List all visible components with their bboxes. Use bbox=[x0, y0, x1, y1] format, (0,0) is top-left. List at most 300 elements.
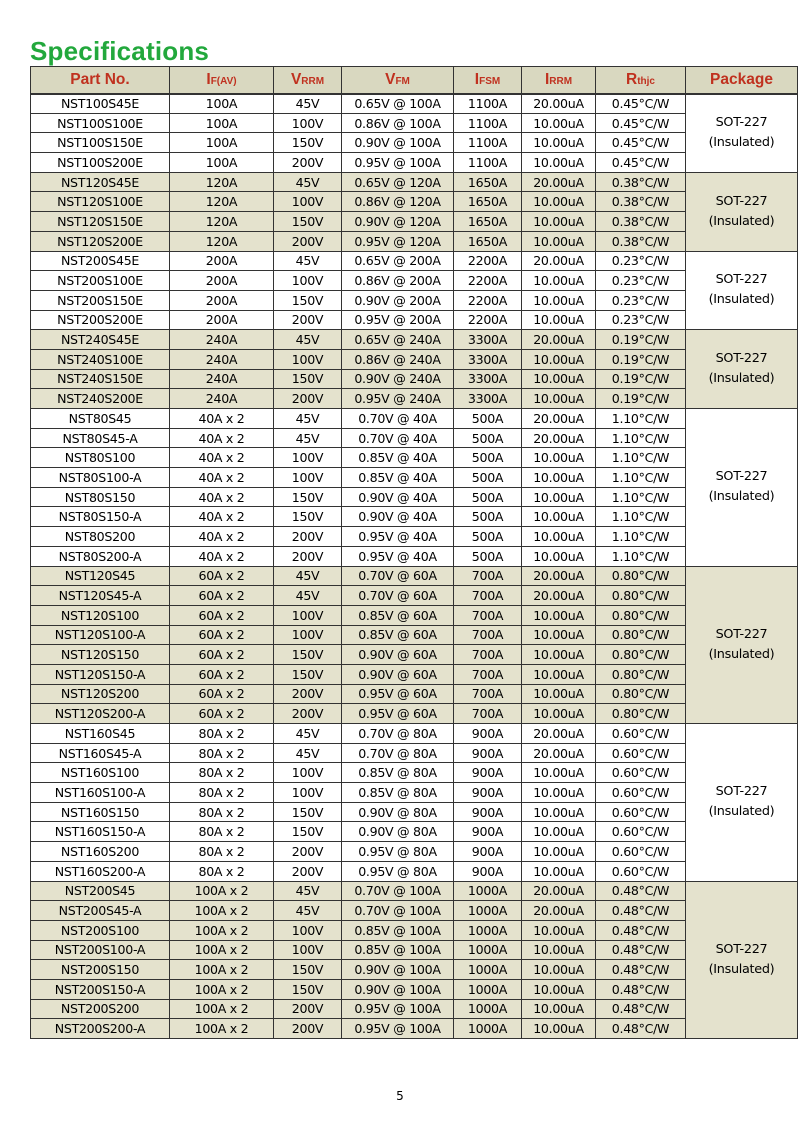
reverse-voltage-cell: 100V bbox=[274, 349, 342, 369]
reverse-current-cell: 10.00uA bbox=[522, 783, 596, 803]
surge-current-cell: 500A bbox=[454, 527, 522, 547]
forward-voltage-cell: 0.90V @ 200A bbox=[342, 290, 454, 310]
reverse-voltage-cell: 150V bbox=[274, 212, 342, 232]
reverse-voltage-cell: 45V bbox=[274, 428, 342, 448]
part-number-cell: NST120S200-A bbox=[31, 704, 170, 724]
reverse-current-cell: 10.00uA bbox=[522, 960, 596, 980]
part-number-cell: NST80S45-A bbox=[31, 428, 170, 448]
surge-current-cell: 500A bbox=[454, 507, 522, 527]
forward-voltage-cell: 0.95V @ 240A bbox=[342, 389, 454, 409]
surge-current-cell: 900A bbox=[454, 724, 522, 744]
reverse-voltage-cell: 200V bbox=[274, 1019, 342, 1039]
package-cell bbox=[686, 94, 798, 173]
thermal-resistance-cell: 0.80°C/W bbox=[596, 684, 686, 704]
forward-current-cell: 40A x 2 bbox=[170, 546, 274, 566]
thermal-resistance-cell: 0.80°C/W bbox=[596, 605, 686, 625]
package-line: SOT-227 bbox=[715, 626, 768, 642]
forward-voltage-cell: 0.90V @ 80A bbox=[342, 802, 454, 822]
part-number-cell: NST200S45 bbox=[31, 881, 170, 901]
reverse-current-cell: 10.00uA bbox=[522, 349, 596, 369]
thermal-resistance-cell: 1.10°C/W bbox=[596, 448, 686, 468]
package-line: SOT-227 bbox=[715, 115, 768, 131]
package-cell bbox=[686, 724, 798, 882]
surge-current-cell: 1100A bbox=[454, 153, 522, 173]
surge-current-cell: 500A bbox=[454, 428, 522, 448]
part-number-cell: NST160S200-A bbox=[31, 861, 170, 881]
page-number: 5 bbox=[396, 1089, 404, 1103]
part-number-cell: NST120S45 bbox=[31, 566, 170, 586]
reverse-voltage-cell: 150V bbox=[274, 664, 342, 684]
table-row bbox=[31, 330, 798, 350]
reverse-current-cell: 10.00uA bbox=[522, 645, 596, 665]
forward-current-cell: 80A x 2 bbox=[170, 783, 274, 803]
forward-current-cell: 100A bbox=[170, 133, 274, 153]
table-row bbox=[31, 409, 798, 429]
surge-current-cell: 1650A bbox=[454, 231, 522, 251]
forward-voltage-cell: 0.65V @ 100A bbox=[342, 94, 454, 114]
thermal-resistance-cell: 1.10°C/W bbox=[596, 507, 686, 527]
package-line: SOT-227 bbox=[715, 193, 768, 209]
reverse-current-cell: 10.00uA bbox=[522, 802, 596, 822]
forward-current-cell: 80A x 2 bbox=[170, 822, 274, 842]
surge-current-cell: 700A bbox=[454, 625, 522, 645]
header-row bbox=[31, 67, 798, 94]
forward-current-cell: 120A bbox=[170, 172, 274, 192]
forward-voltage-cell: 0.70V @ 40A bbox=[342, 409, 454, 429]
header-if-av: IF(AV) bbox=[170, 67, 274, 94]
table-row bbox=[31, 999, 798, 1019]
table-row bbox=[31, 605, 798, 625]
package-line: (Insulated) bbox=[708, 961, 775, 977]
package-line: SOT-227 bbox=[715, 784, 768, 800]
table-row bbox=[31, 231, 798, 251]
thermal-resistance-cell: 1.10°C/W bbox=[596, 468, 686, 488]
forward-current-cell: 80A x 2 bbox=[170, 763, 274, 783]
thermal-resistance-cell: 0.38°C/W bbox=[596, 231, 686, 251]
reverse-current-cell: 10.00uA bbox=[522, 979, 596, 999]
part-number-cell: NST80S200-A bbox=[31, 546, 170, 566]
forward-voltage-cell: 0.86V @ 200A bbox=[342, 271, 454, 291]
reverse-voltage-cell: 200V bbox=[274, 231, 342, 251]
table-row bbox=[31, 349, 798, 369]
reverse-current-cell: 20.00uA bbox=[522, 428, 596, 448]
surge-current-cell: 500A bbox=[454, 448, 522, 468]
thermal-resistance-cell: 0.45°C/W bbox=[596, 94, 686, 114]
part-number-cell: NST200S45E bbox=[31, 251, 170, 271]
reverse-voltage-cell: 200V bbox=[274, 546, 342, 566]
forward-voltage-cell: 0.85V @ 100A bbox=[342, 920, 454, 940]
table-row bbox=[31, 684, 798, 704]
part-number-cell: NST120S200E bbox=[31, 231, 170, 251]
forward-voltage-cell: 0.86V @ 240A bbox=[342, 349, 454, 369]
reverse-current-cell: 10.00uA bbox=[522, 999, 596, 1019]
table-row bbox=[31, 664, 798, 684]
reverse-current-cell: 10.00uA bbox=[522, 448, 596, 468]
forward-current-cell: 100A x 2 bbox=[170, 999, 274, 1019]
reverse-current-cell: 20.00uA bbox=[522, 724, 596, 744]
header-part-no: Part No. bbox=[31, 67, 170, 94]
package-line: SOT-227 bbox=[715, 469, 768, 485]
forward-current-cell: 100A x 2 bbox=[170, 960, 274, 980]
reverse-voltage-cell: 45V bbox=[274, 330, 342, 350]
thermal-resistance-cell: 0.48°C/W bbox=[596, 960, 686, 980]
part-number-cell: NST120S45-A bbox=[31, 586, 170, 606]
reverse-current-cell: 10.00uA bbox=[522, 940, 596, 960]
reverse-voltage-cell: 200V bbox=[274, 704, 342, 724]
reverse-voltage-cell: 100V bbox=[274, 113, 342, 133]
reverse-voltage-cell: 45V bbox=[274, 251, 342, 271]
part-number-cell: NST80S150 bbox=[31, 487, 170, 507]
part-number-cell: NST240S200E bbox=[31, 389, 170, 409]
part-number-cell: NST200S100E bbox=[31, 271, 170, 291]
reverse-voltage-cell: 100V bbox=[274, 271, 342, 291]
forward-current-cell: 100A x 2 bbox=[170, 901, 274, 921]
surge-current-cell: 1100A bbox=[454, 94, 522, 114]
header-irrm: IRRM bbox=[522, 67, 596, 94]
table-row bbox=[31, 94, 798, 114]
forward-current-cell: 240A bbox=[170, 349, 274, 369]
thermal-resistance-cell: 0.45°C/W bbox=[596, 133, 686, 153]
thermal-resistance-cell: 0.23°C/W bbox=[596, 290, 686, 310]
surge-current-cell: 3300A bbox=[454, 369, 522, 389]
reverse-current-cell: 10.00uA bbox=[522, 527, 596, 547]
reverse-voltage-cell: 200V bbox=[274, 389, 342, 409]
table-row bbox=[31, 290, 798, 310]
surge-current-cell: 1000A bbox=[454, 979, 522, 999]
table-row bbox=[31, 743, 798, 763]
part-number-cell: NST200S45-A bbox=[31, 901, 170, 921]
reverse-voltage-cell: 100V bbox=[274, 625, 342, 645]
surge-current-cell: 3300A bbox=[454, 349, 522, 369]
thermal-resistance-cell: 1.10°C/W bbox=[596, 409, 686, 429]
reverse-voltage-cell: 100V bbox=[274, 605, 342, 625]
reverse-current-cell: 10.00uA bbox=[522, 192, 596, 212]
table-row bbox=[31, 468, 798, 488]
surge-current-cell: 500A bbox=[454, 468, 522, 488]
reverse-current-cell: 20.00uA bbox=[522, 881, 596, 901]
table-row bbox=[31, 153, 798, 173]
thermal-resistance-cell: 0.48°C/W bbox=[596, 1019, 686, 1039]
reverse-current-cell: 20.00uA bbox=[522, 172, 596, 192]
thermal-resistance-cell: 0.23°C/W bbox=[596, 310, 686, 330]
package-cell bbox=[686, 566, 798, 724]
reverse-current-cell: 10.00uA bbox=[522, 389, 596, 409]
table-row bbox=[31, 724, 798, 744]
part-number-cell: NST200S150 bbox=[31, 960, 170, 980]
reverse-current-cell: 10.00uA bbox=[522, 468, 596, 488]
reverse-current-cell: 10.00uA bbox=[522, 605, 596, 625]
part-number-cell: NST200S200-A bbox=[31, 1019, 170, 1039]
table-row bbox=[31, 546, 798, 566]
forward-current-cell: 40A x 2 bbox=[170, 448, 274, 468]
part-number-cell: NST80S45 bbox=[31, 409, 170, 429]
reverse-voltage-cell: 100V bbox=[274, 920, 342, 940]
forward-current-cell: 40A x 2 bbox=[170, 468, 274, 488]
table-row bbox=[31, 448, 798, 468]
forward-voltage-cell: 0.95V @ 100A bbox=[342, 1019, 454, 1039]
thermal-resistance-cell: 0.60°C/W bbox=[596, 802, 686, 822]
package-cell bbox=[686, 409, 798, 567]
forward-voltage-cell: 0.90V @ 100A bbox=[342, 133, 454, 153]
forward-current-cell: 40A x 2 bbox=[170, 487, 274, 507]
table-row bbox=[31, 310, 798, 330]
table-row bbox=[31, 940, 798, 960]
reverse-current-cell: 10.00uA bbox=[522, 763, 596, 783]
surge-current-cell: 700A bbox=[454, 586, 522, 606]
forward-current-cell: 40A x 2 bbox=[170, 428, 274, 448]
table-row bbox=[31, 212, 798, 232]
surge-current-cell: 900A bbox=[454, 842, 522, 862]
table-body bbox=[31, 94, 798, 1039]
surge-current-cell: 1100A bbox=[454, 113, 522, 133]
forward-current-cell: 120A bbox=[170, 231, 274, 251]
reverse-voltage-cell: 200V bbox=[274, 999, 342, 1019]
reverse-voltage-cell: 45V bbox=[274, 881, 342, 901]
table-row bbox=[31, 271, 798, 291]
reverse-current-cell: 10.00uA bbox=[522, 310, 596, 330]
reverse-voltage-cell: 45V bbox=[274, 743, 342, 763]
forward-voltage-cell: 0.95V @ 100A bbox=[342, 999, 454, 1019]
package-line: (Insulated) bbox=[708, 371, 775, 387]
thermal-resistance-cell: 0.38°C/W bbox=[596, 212, 686, 232]
part-number-cell: NST160S200 bbox=[31, 842, 170, 862]
thermal-resistance-cell: 0.80°C/W bbox=[596, 566, 686, 586]
surge-current-cell: 500A bbox=[454, 546, 522, 566]
reverse-current-cell: 20.00uA bbox=[522, 566, 596, 586]
part-number-cell: NST100S200E bbox=[31, 153, 170, 173]
table-row bbox=[31, 763, 798, 783]
reverse-voltage-cell: 200V bbox=[274, 310, 342, 330]
forward-current-cell: 40A x 2 bbox=[170, 409, 274, 429]
thermal-resistance-cell: 0.19°C/W bbox=[596, 330, 686, 350]
surge-current-cell: 3300A bbox=[454, 330, 522, 350]
thermal-resistance-cell: 0.60°C/W bbox=[596, 783, 686, 803]
surge-current-cell: 1650A bbox=[454, 172, 522, 192]
part-number-cell: NST200S100 bbox=[31, 920, 170, 940]
part-number-cell: NST120S200 bbox=[31, 684, 170, 704]
reverse-current-cell: 10.00uA bbox=[522, 1019, 596, 1039]
reverse-current-cell: 10.00uA bbox=[522, 369, 596, 389]
table-row bbox=[31, 861, 798, 881]
forward-current-cell: 80A x 2 bbox=[170, 724, 274, 744]
reverse-voltage-cell: 45V bbox=[274, 901, 342, 921]
surge-current-cell: 900A bbox=[454, 763, 522, 783]
surge-current-cell: 1000A bbox=[454, 1019, 522, 1039]
reverse-voltage-cell: 150V bbox=[274, 133, 342, 153]
reverse-current-cell: 10.00uA bbox=[522, 271, 596, 291]
forward-voltage-cell: 0.70V @ 80A bbox=[342, 724, 454, 744]
part-number-cell: NST80S200 bbox=[31, 527, 170, 547]
reverse-voltage-cell: 45V bbox=[274, 409, 342, 429]
part-number-cell: NST120S150-A bbox=[31, 664, 170, 684]
forward-voltage-cell: 0.95V @ 200A bbox=[342, 310, 454, 330]
part-number-cell: NST200S150E bbox=[31, 290, 170, 310]
package-line: (Insulated) bbox=[708, 213, 775, 229]
forward-voltage-cell: 0.90V @ 60A bbox=[342, 664, 454, 684]
table-row bbox=[31, 783, 798, 803]
thermal-resistance-cell: 0.80°C/W bbox=[596, 586, 686, 606]
part-number-cell: NST80S100-A bbox=[31, 468, 170, 488]
surge-current-cell: 2200A bbox=[454, 290, 522, 310]
surge-current-cell: 900A bbox=[454, 802, 522, 822]
forward-voltage-cell: 0.86V @ 120A bbox=[342, 192, 454, 212]
forward-voltage-cell: 0.90V @ 240A bbox=[342, 369, 454, 389]
part-number-cell: NST100S100E bbox=[31, 113, 170, 133]
thermal-resistance-cell: 0.48°C/W bbox=[596, 920, 686, 940]
package-line: (Insulated) bbox=[708, 804, 775, 820]
surge-current-cell: 700A bbox=[454, 566, 522, 586]
forward-current-cell: 60A x 2 bbox=[170, 625, 274, 645]
part-number-cell: NST200S150-A bbox=[31, 979, 170, 999]
forward-current-cell: 200A bbox=[170, 290, 274, 310]
reverse-voltage-cell: 100V bbox=[274, 468, 342, 488]
part-number-cell: NST240S45E bbox=[31, 330, 170, 350]
thermal-resistance-cell: 1.10°C/W bbox=[596, 527, 686, 547]
reverse-current-cell: 10.00uA bbox=[522, 133, 596, 153]
reverse-voltage-cell: 45V bbox=[274, 724, 342, 744]
thermal-resistance-cell: 0.80°C/W bbox=[596, 664, 686, 684]
table-row bbox=[31, 428, 798, 448]
forward-voltage-cell: 0.90V @ 40A bbox=[342, 507, 454, 527]
surge-current-cell: 900A bbox=[454, 861, 522, 881]
package-cell bbox=[686, 881, 798, 1039]
forward-current-cell: 200A bbox=[170, 310, 274, 330]
package-cell bbox=[686, 172, 798, 251]
surge-current-cell: 1650A bbox=[454, 192, 522, 212]
surge-current-cell: 700A bbox=[454, 605, 522, 625]
surge-current-cell: 1100A bbox=[454, 133, 522, 153]
forward-current-cell: 100A x 2 bbox=[170, 920, 274, 940]
reverse-current-cell: 20.00uA bbox=[522, 251, 596, 271]
surge-current-cell: 2200A bbox=[454, 251, 522, 271]
part-number-cell: NST120S100E bbox=[31, 192, 170, 212]
part-number-cell: NST120S100-A bbox=[31, 625, 170, 645]
reverse-voltage-cell: 200V bbox=[274, 153, 342, 173]
thermal-resistance-cell: 0.60°C/W bbox=[596, 842, 686, 862]
reverse-current-cell: 20.00uA bbox=[522, 409, 596, 429]
reverse-current-cell: 10.00uA bbox=[522, 861, 596, 881]
reverse-voltage-cell: 150V bbox=[274, 487, 342, 507]
reverse-current-cell: 10.00uA bbox=[522, 664, 596, 684]
header-vfm: VFM bbox=[342, 67, 454, 94]
reverse-voltage-cell: 200V bbox=[274, 527, 342, 547]
surge-current-cell: 3300A bbox=[454, 389, 522, 409]
forward-current-cell: 60A x 2 bbox=[170, 684, 274, 704]
part-number-cell: NST200S100-A bbox=[31, 940, 170, 960]
thermal-resistance-cell: 0.80°C/W bbox=[596, 645, 686, 665]
reverse-voltage-cell: 45V bbox=[274, 172, 342, 192]
reverse-current-cell: 10.00uA bbox=[522, 546, 596, 566]
forward-voltage-cell: 0.90V @ 60A bbox=[342, 645, 454, 665]
package-line: SOT-227 bbox=[715, 941, 768, 957]
surge-current-cell: 900A bbox=[454, 743, 522, 763]
table-row bbox=[31, 842, 798, 862]
surge-current-cell: 1000A bbox=[454, 960, 522, 980]
table-row bbox=[31, 566, 798, 586]
forward-voltage-cell: 0.85V @ 80A bbox=[342, 783, 454, 803]
forward-voltage-cell: 0.70V @ 80A bbox=[342, 743, 454, 763]
forward-voltage-cell: 0.95V @ 60A bbox=[342, 704, 454, 724]
part-number-cell: NST80S100 bbox=[31, 448, 170, 468]
forward-voltage-cell: 0.85V @ 40A bbox=[342, 468, 454, 488]
header-rthjc: Rthjc bbox=[596, 67, 686, 94]
surge-current-cell: 700A bbox=[454, 704, 522, 724]
forward-voltage-cell: 0.90V @ 80A bbox=[342, 822, 454, 842]
reverse-current-cell: 10.00uA bbox=[522, 231, 596, 251]
table-row bbox=[31, 586, 798, 606]
forward-voltage-cell: 0.95V @ 120A bbox=[342, 231, 454, 251]
forward-voltage-cell: 0.85V @ 60A bbox=[342, 605, 454, 625]
surge-current-cell: 900A bbox=[454, 783, 522, 803]
thermal-resistance-cell: 0.48°C/W bbox=[596, 901, 686, 921]
thermal-resistance-cell: 0.60°C/W bbox=[596, 724, 686, 744]
surge-current-cell: 2200A bbox=[454, 310, 522, 330]
part-number-cell: NST200S200E bbox=[31, 310, 170, 330]
table-row bbox=[31, 251, 798, 271]
surge-current-cell: 500A bbox=[454, 487, 522, 507]
thermal-resistance-cell: 0.60°C/W bbox=[596, 822, 686, 842]
reverse-voltage-cell: 150V bbox=[274, 290, 342, 310]
surge-current-cell: 700A bbox=[454, 645, 522, 665]
table-row bbox=[31, 704, 798, 724]
part-number-cell: NST120S150 bbox=[31, 645, 170, 665]
forward-voltage-cell: 0.95V @ 80A bbox=[342, 861, 454, 881]
forward-current-cell: 100A bbox=[170, 94, 274, 114]
forward-current-cell: 100A x 2 bbox=[170, 979, 274, 999]
thermal-resistance-cell: 0.60°C/W bbox=[596, 763, 686, 783]
table-row bbox=[31, 113, 798, 133]
forward-voltage-cell: 0.85V @ 80A bbox=[342, 763, 454, 783]
forward-current-cell: 40A x 2 bbox=[170, 507, 274, 527]
table-row bbox=[31, 901, 798, 921]
reverse-voltage-cell: 45V bbox=[274, 94, 342, 114]
reverse-current-cell: 10.00uA bbox=[522, 822, 596, 842]
table-row bbox=[31, 369, 798, 389]
forward-voltage-cell: 0.90V @ 100A bbox=[342, 979, 454, 999]
reverse-voltage-cell: 100V bbox=[274, 783, 342, 803]
table-row bbox=[31, 645, 798, 665]
forward-current-cell: 240A bbox=[170, 369, 274, 389]
package-line: SOT-227 bbox=[715, 351, 768, 367]
reverse-current-cell: 10.00uA bbox=[522, 212, 596, 232]
forward-current-cell: 80A x 2 bbox=[170, 802, 274, 822]
forward-current-cell: 120A bbox=[170, 212, 274, 232]
package-line: SOT-227 bbox=[715, 272, 768, 288]
forward-voltage-cell: 0.70V @ 60A bbox=[342, 566, 454, 586]
thermal-resistance-cell: 0.48°C/W bbox=[596, 881, 686, 901]
forward-current-cell: 80A x 2 bbox=[170, 743, 274, 763]
part-number-cell: NST80S150-A bbox=[31, 507, 170, 527]
part-number-cell: NST120S100 bbox=[31, 605, 170, 625]
forward-current-cell: 200A bbox=[170, 271, 274, 291]
reverse-voltage-cell: 150V bbox=[274, 822, 342, 842]
reverse-current-cell: 10.00uA bbox=[522, 920, 596, 940]
reverse-voltage-cell: 200V bbox=[274, 684, 342, 704]
forward-current-cell: 60A x 2 bbox=[170, 566, 274, 586]
forward-current-cell: 60A x 2 bbox=[170, 586, 274, 606]
reverse-voltage-cell: 150V bbox=[274, 979, 342, 999]
reverse-voltage-cell: 150V bbox=[274, 369, 342, 389]
part-number-cell: NST120S150E bbox=[31, 212, 170, 232]
table-row bbox=[31, 822, 798, 842]
reverse-voltage-cell: 150V bbox=[274, 960, 342, 980]
package-line: (Insulated) bbox=[708, 292, 775, 308]
header-package: Package bbox=[686, 67, 798, 94]
forward-current-cell: 40A x 2 bbox=[170, 527, 274, 547]
page-title: Specifications bbox=[30, 36, 210, 66]
forward-current-cell: 80A x 2 bbox=[170, 842, 274, 862]
table-row bbox=[31, 960, 798, 980]
